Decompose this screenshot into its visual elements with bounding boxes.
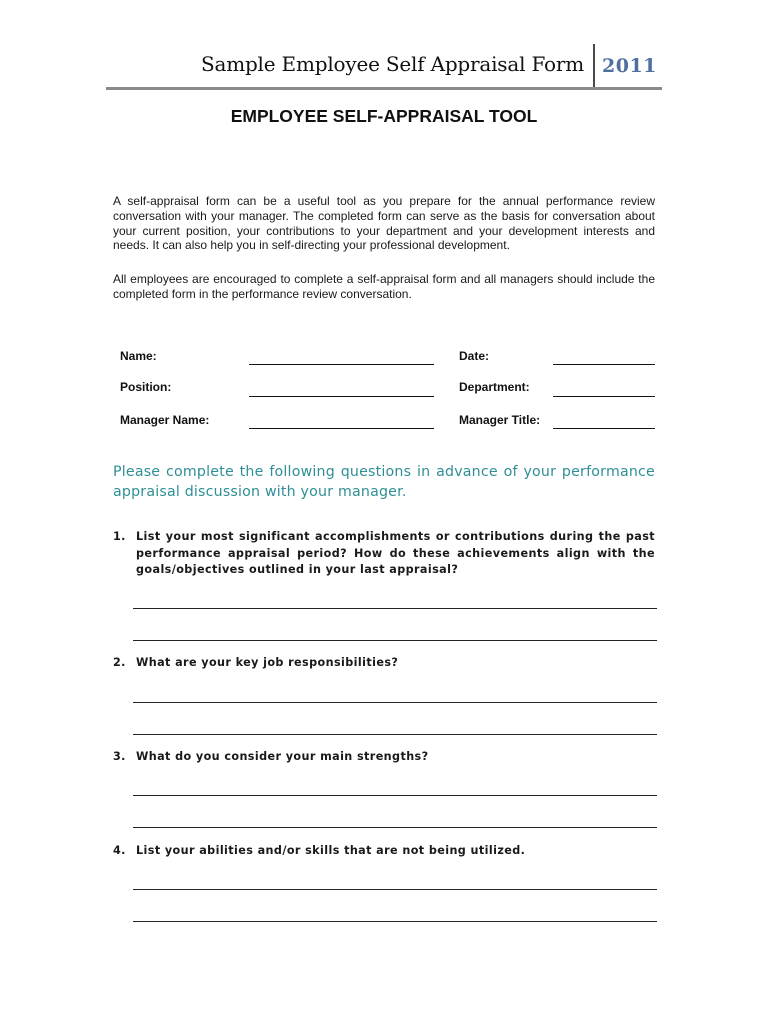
department-field[interactable]: [553, 396, 655, 397]
question-text: List your abilities and/or skills that are not being utilized.: [136, 844, 526, 857]
position-field[interactable]: [249, 396, 434, 397]
header-year: 2011: [602, 55, 657, 77]
question-text: What are your key job responsibilities?: [136, 656, 399, 669]
question-number: 2.: [113, 656, 126, 669]
question-text: List your most significant accomplishments or contributions during the past performance appraisal period? How do these achievements align with the goals/objectives outlined in your last appraisal?: [136, 530, 655, 576]
answer-line-3a[interactable]: [133, 795, 657, 796]
header-title: Sample Employee Self Appraisal Form: [200, 52, 584, 76]
department-label: Department:: [459, 380, 530, 394]
question-text: What do you consider your main strengths?: [136, 750, 429, 763]
document-title: EMPLOYEE SELF-APPRAISAL TOOL: [230, 106, 538, 126]
question-2: [113, 655, 655, 673]
question-3: [113, 749, 655, 767]
manager-name-field[interactable]: [249, 428, 434, 429]
page-header: [106, 44, 662, 91]
intro-paragraph-2: All employees are encouraged to complete a self-appraisal form and all managers should include the completed form in the performance review conversation.: [113, 272, 655, 301]
question-number: 3.: [113, 750, 126, 763]
answer-line-4a[interactable]: [133, 889, 657, 890]
position-label: Position:: [120, 380, 172, 394]
answer-line-4b[interactable]: [133, 921, 657, 922]
answer-line-1a[interactable]: [133, 608, 657, 609]
instruction-text: Please complete the following questions in advance of your performance appraisal discussion with your manager.: [113, 464, 655, 500]
answer-line-2b[interactable]: [133, 734, 657, 735]
header-rule: [106, 87, 662, 90]
question-number: 1.: [113, 530, 126, 543]
header-divider: [593, 44, 595, 88]
answer-line-2a[interactable]: [133, 702, 657, 703]
question-number: 4.: [113, 844, 126, 857]
question-1: [113, 529, 655, 581]
name-label: Name:: [120, 349, 157, 363]
question-4: [113, 843, 655, 861]
manager-title-field[interactable]: [553, 428, 655, 429]
date-field[interactable]: [553, 364, 655, 365]
intro-paragraph: A self-appraisal form can be a useful tool as you prepare for the annual performance review conversation with your manager. The completed form can serve as the basis for conversation about your current position, your contributions to your department and your development interests and needs. It can also help you in self-directing your professional development.: [113, 194, 655, 253]
manager-title-label: Manager Title:: [459, 413, 541, 427]
manager-name-label: Manager Name:: [120, 413, 210, 427]
name-field[interactable]: [249, 364, 434, 365]
answer-line-1b[interactable]: [133, 640, 657, 641]
answer-line-3b[interactable]: [133, 827, 657, 828]
date-label: Date:: [459, 349, 490, 363]
